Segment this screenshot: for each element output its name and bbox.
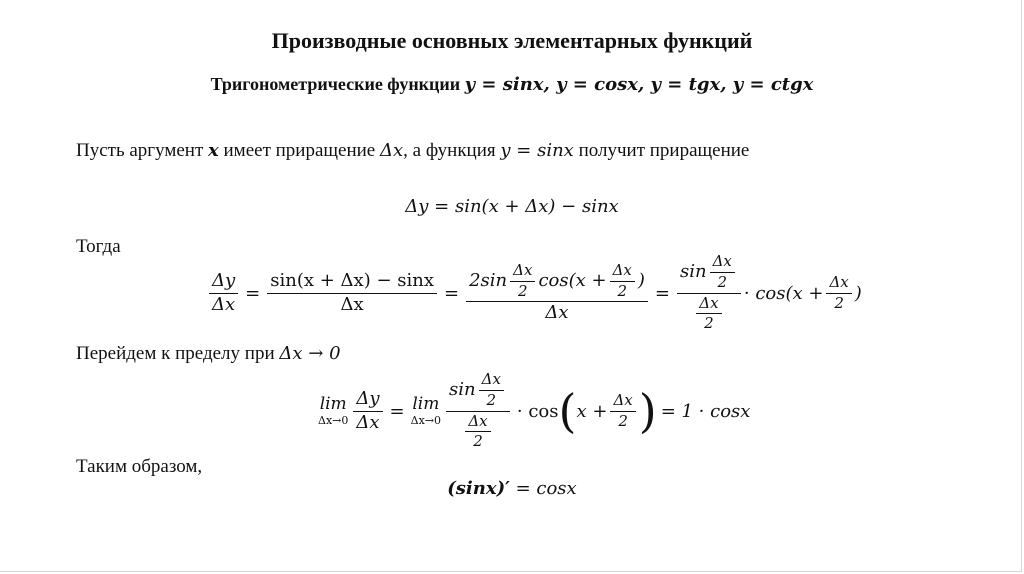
then-label: Тогда	[76, 236, 121, 257]
intro-paragraph	[76, 140, 749, 162]
left-paren: (	[558, 384, 577, 438]
limit-equation: lim Δx→0 $\frac{\Delta y}{\Delta x}$ = lim Δx→0 sin $\frac{\Delta x}{2}$ $\frac{\Delta x}{2}$ · cos ( x + $\frac{\Delta x}{2}$ ) = 1 · cosx	[318, 370, 751, 451]
intro-text-1: Пусть аргумент	[76, 140, 209, 161]
fraction-sin-over-half: sin $\frac{\Delta x}{2}$ $\frac{\Delta x}{2}$	[446, 372, 510, 450]
fraction-sin-over-half: sin $\frac{\Delta x}{2}$ $\frac{\Delta x}{2}$	[677, 254, 741, 332]
limit-label-math: Δx → 0	[279, 343, 341, 364]
derivative-lhs: (sinx)′	[447, 478, 510, 499]
limit-operator: lim Δx→0	[410, 394, 442, 427]
page-title: Производные основных элементарных функций	[271, 28, 753, 53]
limit-label-text: Перейдем к пределу при	[76, 343, 280, 364]
half-dx-fraction: $\frac{\Delta x}{2}$	[510, 263, 535, 300]
right-paren: )	[638, 384, 657, 438]
difference-quotient-equation: $\frac{\Delta y}{\Delta x}$ = $\frac{\sin(x + \Delta x) - \sin x}{\Delta x}$ = 2sin $\frac{\Delta x}{2}$ cos(x + $\frac{\Delta x}{2}$ ) Δx = sin $\frac{\Delta x}{2}$ $\frac{\Delta x}{2}$ · cos(x + $\frac{\Delta x}{2}$ )	[206, 248, 862, 338]
intro-text-4: получит приращение	[573, 140, 750, 161]
increment-equation: Δy = sin(x + Δx) − sinx	[405, 196, 619, 217]
conclusion-label: Таким образом,	[76, 456, 203, 477]
half-dx-fraction: $\frac{\Delta x}{2}$	[465, 414, 490, 451]
limit-label	[76, 343, 341, 365]
limit-operator: lim Δx→0	[318, 394, 349, 427]
fraction-product-form: 2sin $\frac{\Delta x}{2}$ cos(x + $\frac{\Delta x}{2}$ ) Δx	[466, 263, 648, 323]
intro-text-3: , а функция	[403, 140, 501, 161]
half-dx-fraction: $\frac{\Delta x}{2}$	[479, 372, 504, 409]
intro-dx: Δx	[379, 140, 404, 161]
fraction-dy-dx: $\frac{\Delta y}{\Delta x}$	[209, 272, 238, 315]
half-dx-fraction: $\frac{\Delta x}{2}$	[710, 254, 735, 291]
half-dx-fraction: $\frac{\Delta x}{2}$	[696, 296, 721, 333]
intro-func: y = sinx	[500, 140, 574, 161]
half-dx-fraction: $\frac{\Delta x}{2}$	[826, 275, 851, 312]
fraction-sin-difference: $\frac{\sin(x + \Delta x) - \sin x}{\Delta x}$	[267, 272, 437, 315]
half-dx-fraction: $\frac{\Delta x}{2}$	[610, 263, 635, 300]
half-dx-fraction: $\frac{\Delta x}{2}$	[610, 393, 635, 430]
subtitle-formulas: y = sinx, y = cosx, y = tgx, y = ctgx	[464, 74, 814, 95]
intro-var-x: x	[208, 140, 219, 161]
subtitle-text: Тригонометрические функции	[210, 74, 465, 94]
fraction-dy-dx: $\frac{\Delta y}{\Delta x}$	[353, 390, 382, 433]
derivative-rhs: = cosx	[509, 478, 577, 499]
derivative-result	[0, 478, 1024, 499]
section-subtitle	[0, 74, 1024, 95]
intro-text-2: имеет приращение	[218, 140, 380, 161]
